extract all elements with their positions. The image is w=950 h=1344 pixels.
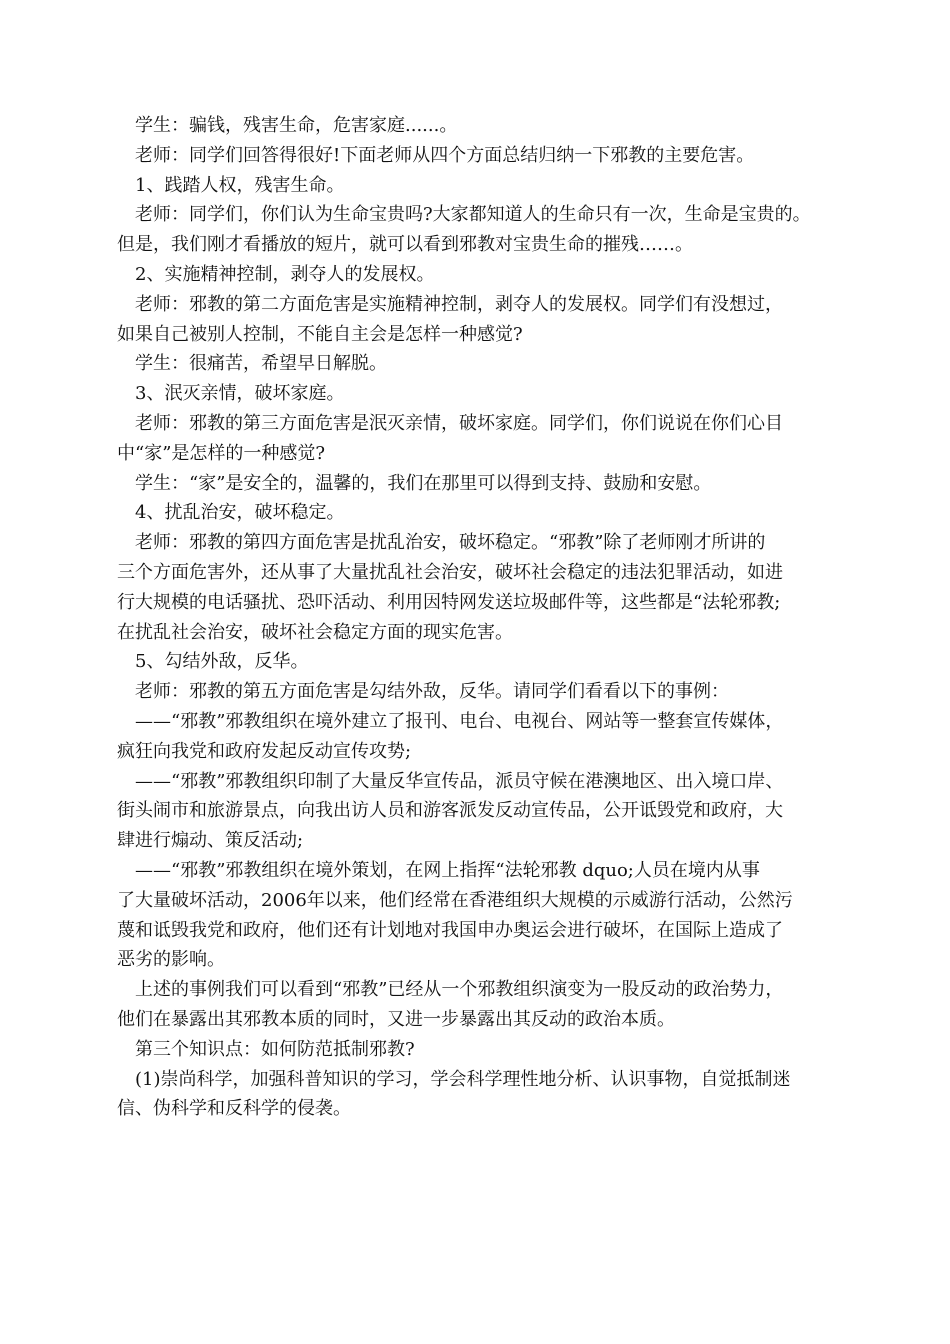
text-line: 三个方面危害外，还从事了大量扰乱社会治安，破坏社会稳定的违法犯罪活动，如进 xyxy=(117,561,783,583)
text-line: 学生：很痛苦，希望早日解脱。 xyxy=(135,353,387,375)
text-line: 老师：邪教的第五方面危害是勾结外敌，反华。请同学们看看以下的事例： xyxy=(135,681,729,703)
text-line: ——“邪教”邪教组织在境外建立了报刊、电台、电视台、网站等一整套宣传媒体， xyxy=(135,710,784,732)
text-line: ——“邪教”邪教组织在境外策划，在网上指挥“法轮邪教 dquo;人员在境内从事 xyxy=(135,859,760,881)
text-line: 疯狂向我党和政府发起反动宣传攻势; xyxy=(117,740,412,762)
text-line: 肆进行煽动、策反活动; xyxy=(117,830,304,852)
text-line: (1)崇尚科学，加强科普知识的学习，学会科学理性地分析、认识事物，自觉抵制迷 xyxy=(135,1068,791,1090)
text-line: 学生：“家”是安全的，温馨的，我们在那里可以得到支持、鼓励和安慰。 xyxy=(135,472,712,494)
text-line: 但是，我们刚才看播放的短片，就可以看到邪教对宝贵生命的摧残……。 xyxy=(117,234,693,256)
text-line: 信、伪科学和反科学的侵袭。 xyxy=(117,1098,351,1120)
text-line: 中“家”是怎样的一种感觉? xyxy=(117,442,326,464)
text-line: 学生：骗钱，残害生命，危害家庭......。 xyxy=(135,115,458,136)
text-line: 在扰乱社会治安，破坏社会稳定方面的现实危害。 xyxy=(117,621,513,643)
text-line: 恶劣的影响。 xyxy=(117,949,225,971)
text-line: 2、实施精神控制，剥夺人的发展权。 xyxy=(135,263,435,285)
text-line: 上述的事例我们可以看到“邪教”已经从一个邪教组织演变为一股反动的政治势力， xyxy=(135,979,784,1001)
text-line: 他们在暴露出其邪教本质的同时，又进一步暴露出其反动的政治本质。 xyxy=(117,1008,675,1030)
text-line: 行大规模的电话骚扰、恐吓活动、利用因特网发送垃圾邮件等，这些都是“法轮邪教; xyxy=(117,591,781,613)
text-line: 第三个知识点：如何防范抵制邪教? xyxy=(135,1038,415,1060)
text-line: 蔑和诋毁我党和政府，他们还有计划地对我国申办奥运会进行破坏，在国际上造成了 xyxy=(117,919,783,941)
text-line: 1、践踏人权，残害生命。 xyxy=(135,174,345,196)
text-line: 了大量破坏活动，2006年以来，他们经常在香港组织大规模的示威游行活动，公然污 xyxy=(117,889,793,911)
document-body xyxy=(117,111,852,1124)
text-line: 4、扰乱治安，破坏稳定。 xyxy=(135,502,345,524)
text-line: ——“邪教”邪教组织印制了大量反华宣传品，派员守候在港澳地区、出入境口岸、 xyxy=(135,770,784,792)
text-line: 老师：同学们回答得很好!下面老师从四个方面总结归纳一下邪教的主要危害。 xyxy=(135,144,755,166)
text-line: 老师：邪教的第四方面危害是扰乱治安，破坏稳定。“邪教”除了老师刚才所讲的 xyxy=(135,532,766,554)
text-line: 老师：邪教的第二方面危害是实施精神控制，剥夺人的发展权。同学们有没想过， xyxy=(135,293,783,315)
text-line: 5、勾结外敌，反华。 xyxy=(135,651,309,673)
text-line: 3、泯灭亲情，破坏家庭。 xyxy=(135,383,345,405)
text-line: 老师：同学们，你们认为生命宝贵吗?大家都知道人的生命只有一次，生命是宝贵的。 xyxy=(135,204,811,226)
text-line: 老师：邪教的第三方面危害是泯灭亲情，破坏家庭。同学们，你们说说在你们心目 xyxy=(135,412,783,434)
text-line: 如果自己被别人控制，不能自主会是怎样一种感觉? xyxy=(117,323,523,345)
text-line: 街头闹市和旅游景点，向我出访人员和游客派发反动宣传品，公开诋毁党和政府，大 xyxy=(117,800,783,822)
